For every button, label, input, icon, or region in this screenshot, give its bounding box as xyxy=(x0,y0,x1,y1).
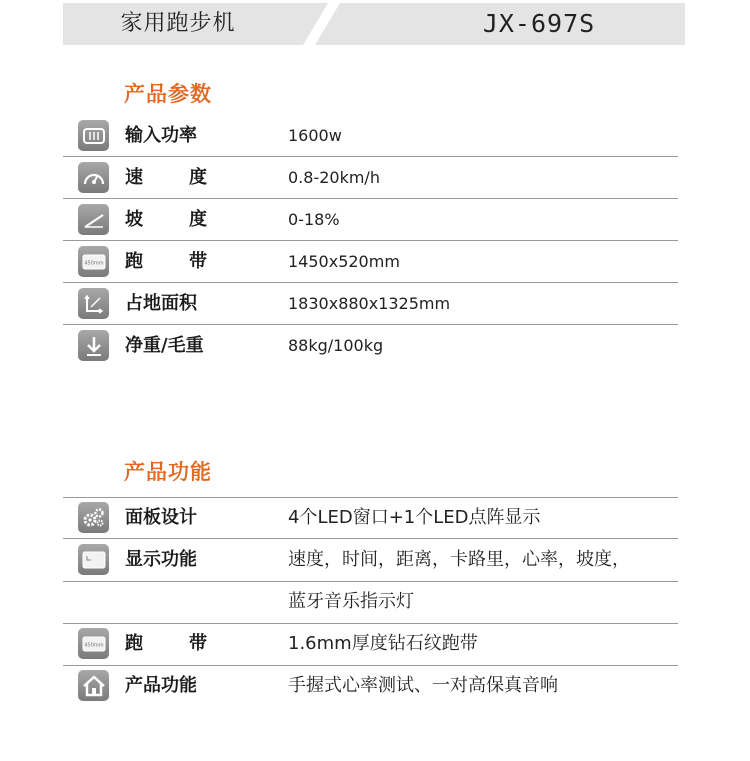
params-section-title: 产品参数 xyxy=(124,82,212,106)
feature-label: 跑 带 xyxy=(125,633,207,654)
display-icon xyxy=(78,544,109,575)
param-value: 1600w xyxy=(288,126,342,145)
features-section-title: 产品功能 xyxy=(124,460,212,484)
home-icon xyxy=(78,670,109,701)
row-divider xyxy=(63,324,678,325)
feature-row-panel xyxy=(78,499,678,537)
param-label: 净重/毛重 xyxy=(125,335,204,356)
row-divider xyxy=(63,665,678,666)
param-value: 1830x880x1325mm xyxy=(288,294,451,313)
param-label: 坡 度 xyxy=(125,209,207,230)
power-meter-icon xyxy=(78,120,109,151)
row-divider xyxy=(63,581,678,582)
svg-text:450mm: 450mm xyxy=(83,260,104,266)
feature-row-belt xyxy=(78,625,678,663)
row-divider xyxy=(63,538,678,539)
param-value: 0.8-20km/h xyxy=(288,168,380,187)
param-row-footprint xyxy=(78,285,678,323)
param-label: 输入功率 xyxy=(125,125,197,146)
param-value: 0-18% xyxy=(288,210,340,229)
header-banner xyxy=(63,3,685,45)
dimensions-icon xyxy=(78,288,109,319)
param-label: 速 度 xyxy=(125,167,207,188)
feature-value: 速度，时间，距离，卡路里，心率，坡度， xyxy=(288,549,630,570)
model-number: JX-697S xyxy=(482,9,596,38)
row-divider xyxy=(63,623,678,624)
param-row-weight xyxy=(78,327,678,365)
param-label: 占地面积 xyxy=(125,293,197,314)
gears-icon xyxy=(78,502,109,533)
row-divider xyxy=(63,198,678,199)
incline-icon xyxy=(78,204,109,235)
param-row-power xyxy=(78,117,678,155)
row-divider xyxy=(63,282,678,283)
row-divider xyxy=(63,240,678,241)
param-value: 1450x520mm xyxy=(288,252,400,271)
feature-label: 产品功能 xyxy=(125,675,197,696)
belt-icon xyxy=(78,628,109,659)
feature-value-continued: 蓝牙音乐指示灯 xyxy=(288,591,414,612)
belt-icon xyxy=(78,246,109,277)
speedometer-icon xyxy=(78,162,109,193)
feature-value: 4个LED窗口+1个LED点阵显示 xyxy=(288,507,541,528)
feature-row-display xyxy=(78,541,678,579)
feature-row-extras xyxy=(78,667,678,705)
feature-value: 手握式心率测试、一对高保真音响 xyxy=(288,675,558,696)
param-row-belt xyxy=(78,243,678,281)
param-value: 88kg/100kg xyxy=(288,336,384,355)
feature-row-display-continued xyxy=(78,583,678,621)
weight-down-arrow-icon xyxy=(78,330,109,361)
product-type-title: 家用跑步机 xyxy=(120,11,236,36)
param-row-speed xyxy=(78,159,678,197)
row-divider xyxy=(63,156,678,157)
feature-label: 面板设计 xyxy=(125,507,197,528)
param-label: 跑 带 xyxy=(125,251,207,272)
svg-text:450mm: 450mm xyxy=(83,642,104,648)
feature-value: 1.6mm厚度钻石纹跑带 xyxy=(288,633,478,654)
row-divider xyxy=(63,497,678,498)
param-row-incline xyxy=(78,201,678,239)
feature-label: 显示功能 xyxy=(125,549,197,570)
